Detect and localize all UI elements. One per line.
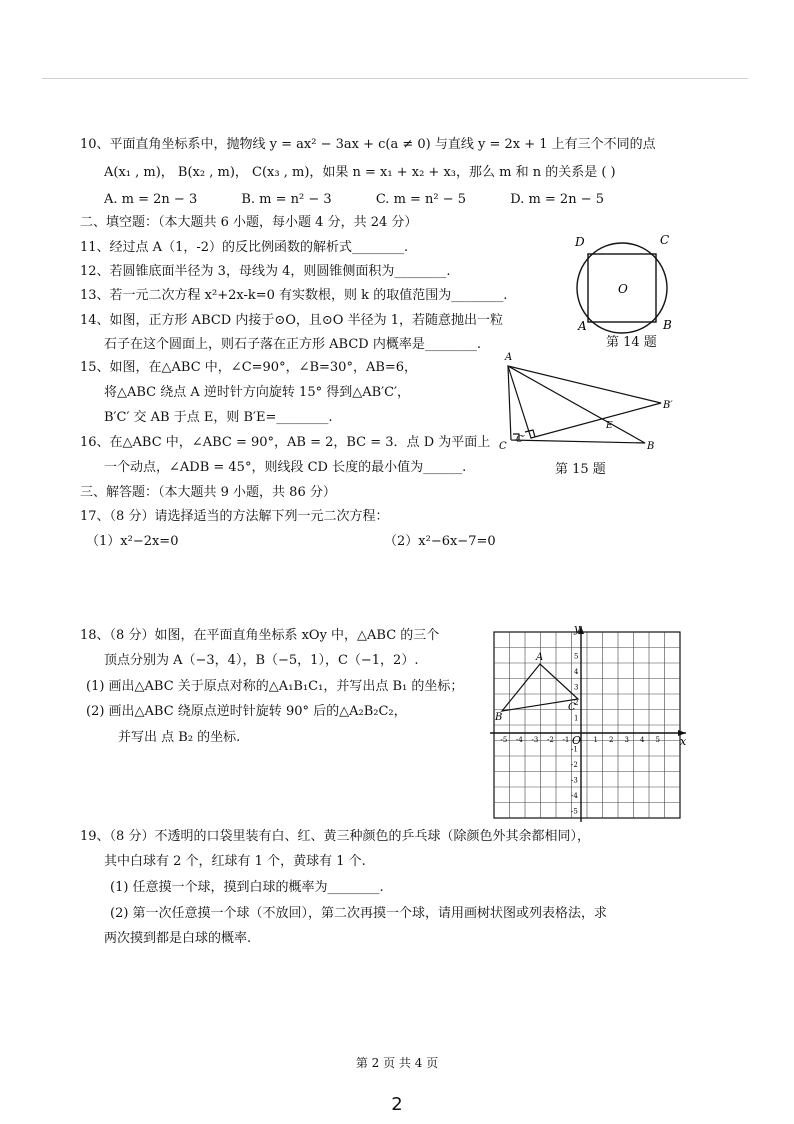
q16-line2: 一个动点，∠ADB = 45°，则线段 CD 长度的最小值为______. <box>104 460 467 475</box>
label-a: A <box>505 352 513 363</box>
y-tick-label: -1 <box>571 745 578 754</box>
q19-line2: 其中白球有 2 个，红球有 1 个，黄球有 1 个. <box>104 854 366 869</box>
label-bp: B′ <box>663 400 673 411</box>
point-a-label: A <box>536 652 544 663</box>
q10-option-a: A. m = 2n − 3 <box>104 192 198 207</box>
grid-lines <box>494 632 680 818</box>
y-tick-label: 5 <box>574 652 579 661</box>
label-a: A <box>578 319 587 333</box>
figure-15 <box>495 348 685 452</box>
section3-heading: 三、解答题：（本大题共 9 小题，共 86 分） <box>80 485 336 500</box>
point-c-label: C <box>568 702 576 713</box>
q10-option-c: C. m = n² − 5 <box>375 192 467 207</box>
x-tick-label: 4 <box>640 736 645 744</box>
q11: 11、经过点 A（1，-2）的反比例函数的解析式________. <box>80 240 409 255</box>
q18-line1: 18、（8 分）如图，在平面直角坐标系 xOy 中，△ABC 的三个 <box>80 628 440 643</box>
origin-label: O <box>572 734 582 747</box>
q17-title: 17、（8 分）请选择适当的方法解下列一元二次方程： <box>80 509 389 524</box>
y-tick-label: -5 <box>571 807 578 816</box>
label-cp: C′ <box>516 435 525 445</box>
axis-y-label: y <box>574 622 581 635</box>
q10-line2: A(x₁ , m)， B(x₂ , m)， C(x₃ , m)，如果 n = x₁ + x₂ + x₃，那么 m 和 n 的关系是 ( ) <box>104 165 616 180</box>
figure-14-caption: 第 14 题 <box>606 335 657 350</box>
x-tick-label: 2 <box>609 736 614 744</box>
q14-line1: 14、如图，正方形 ABCD 内接于⊙O，且⊙O 半径为 1，若随意抛出一粒 <box>80 313 503 328</box>
y-tick-label: -2 <box>571 761 578 769</box>
q10-option-d: D. m = 2n − 5 <box>510 192 604 207</box>
point-b-label: B <box>495 712 503 723</box>
label-c: C <box>499 441 507 452</box>
q18-line2: 顶点分别为 A（−3，4），B（−5，1），C（−1，2）. <box>104 653 419 668</box>
q10-options <box>104 192 604 207</box>
axis-x-label: x <box>680 735 687 748</box>
label-d: D <box>575 235 585 249</box>
q18-line4: (2) 画出△ABC 绕原点逆时针旋转 90° 后的△A₂B₂C₂， <box>86 704 407 719</box>
q18-line3: (1) 画出△ABC 关于原点对称的△A₁B₁C₁，并写出点 B₁ 的坐标； <box>86 679 464 694</box>
figure-18-grid <box>490 620 690 825</box>
q19-line4: (2) 第一次任意摸一个球（不放回），第二次再摸一个球，请用画树状图或列表格法，求 <box>110 906 608 921</box>
x-tick-label: -2 <box>547 736 554 744</box>
q14-line2: 石子在这个圆面上，则石子落在正方形 ABCD 内概率是________. <box>104 337 481 352</box>
x-tick-label: -5 <box>500 736 508 744</box>
label-c: C <box>660 233 670 247</box>
q10-line1: 10、平面直角坐标系中，抛物线 y = ax² − 3ax + c(a ≠ 0) 与直线 y = 2x + 1 上有三个不同的点 <box>80 137 656 152</box>
x-tick-label: -3 <box>531 736 539 744</box>
x-tick-label: 5 <box>655 736 660 744</box>
figure-15-caption: 第 15 题 <box>555 462 606 477</box>
x-tick-label: 3 <box>624 736 629 744</box>
y-tick-label: 4 <box>574 668 579 676</box>
figure-14 <box>566 228 696 334</box>
y-tick-label: -4 <box>571 792 578 800</box>
label-e: E <box>606 421 613 431</box>
y-tick-label: 2 <box>574 699 579 707</box>
q19-line1: 19、（8 分）不透明的口袋里装有白、红、黄三种颜色的乒乓球（除颜色外其余都相同）， <box>80 829 590 844</box>
x-tick-label: -4 <box>516 736 523 744</box>
q16-line1: 16、在△ABC 中，∠ABC = 90°，AB = 2，BC = 3．点 D 为平面上 <box>80 435 491 450</box>
section2-heading: 二、填空题：（本大题共 6 小题，每小题 4 分，共 24 分） <box>80 215 418 230</box>
q10-option-b: B. m = n² − 3 <box>241 192 332 207</box>
x-tick-label: -1 <box>562 736 570 744</box>
y-tick-label: 3 <box>574 683 579 692</box>
q15-line1: 15、如图，在△ABC 中，∠C=90°，∠B=30°，AB=6， <box>80 360 418 375</box>
x-tick-label: 1 <box>593 736 598 744</box>
q12: 12、若圆锥底面半径为 3，母线为 4，则圆锥侧面积为________. <box>80 264 451 279</box>
q17-part2: （2）x²−6x−7=0 <box>384 534 496 549</box>
label-b: B <box>663 318 672 332</box>
page-number: 2 <box>391 1094 403 1115</box>
q15-line2: 将△ABC 绕点 A 逆时针方向旋转 15° 得到△AB′C′， <box>104 385 411 400</box>
q17-part1: （1）x²−2x=0 <box>86 534 179 549</box>
q15-line3: B′C′ 交 AB 于点 E，则 B′E=________. <box>104 410 333 425</box>
q19-line3: (1) 任意摸一个球，摸到白球的概率为________. <box>110 880 384 895</box>
triangle-abc <box>502 664 578 711</box>
triangle-abpcp <box>508 366 661 438</box>
q18-line5: 并写出 点 B₂ 的坐标. <box>118 730 241 745</box>
label-o: O <box>618 282 628 296</box>
page-info: 第 2 页 共 4 页 <box>355 1056 439 1070</box>
y-tick-label: 1 <box>574 714 579 723</box>
q19-line5: 两次摸到都是白球的概率. <box>104 931 252 946</box>
header-rule <box>42 78 748 79</box>
label-b: B <box>647 441 655 452</box>
y-tick-label: -3 <box>571 776 578 785</box>
q13: 13、若一元二次方程 x²+2x-k=0 有实数根，则 k 的取值范围为________. <box>80 288 508 303</box>
